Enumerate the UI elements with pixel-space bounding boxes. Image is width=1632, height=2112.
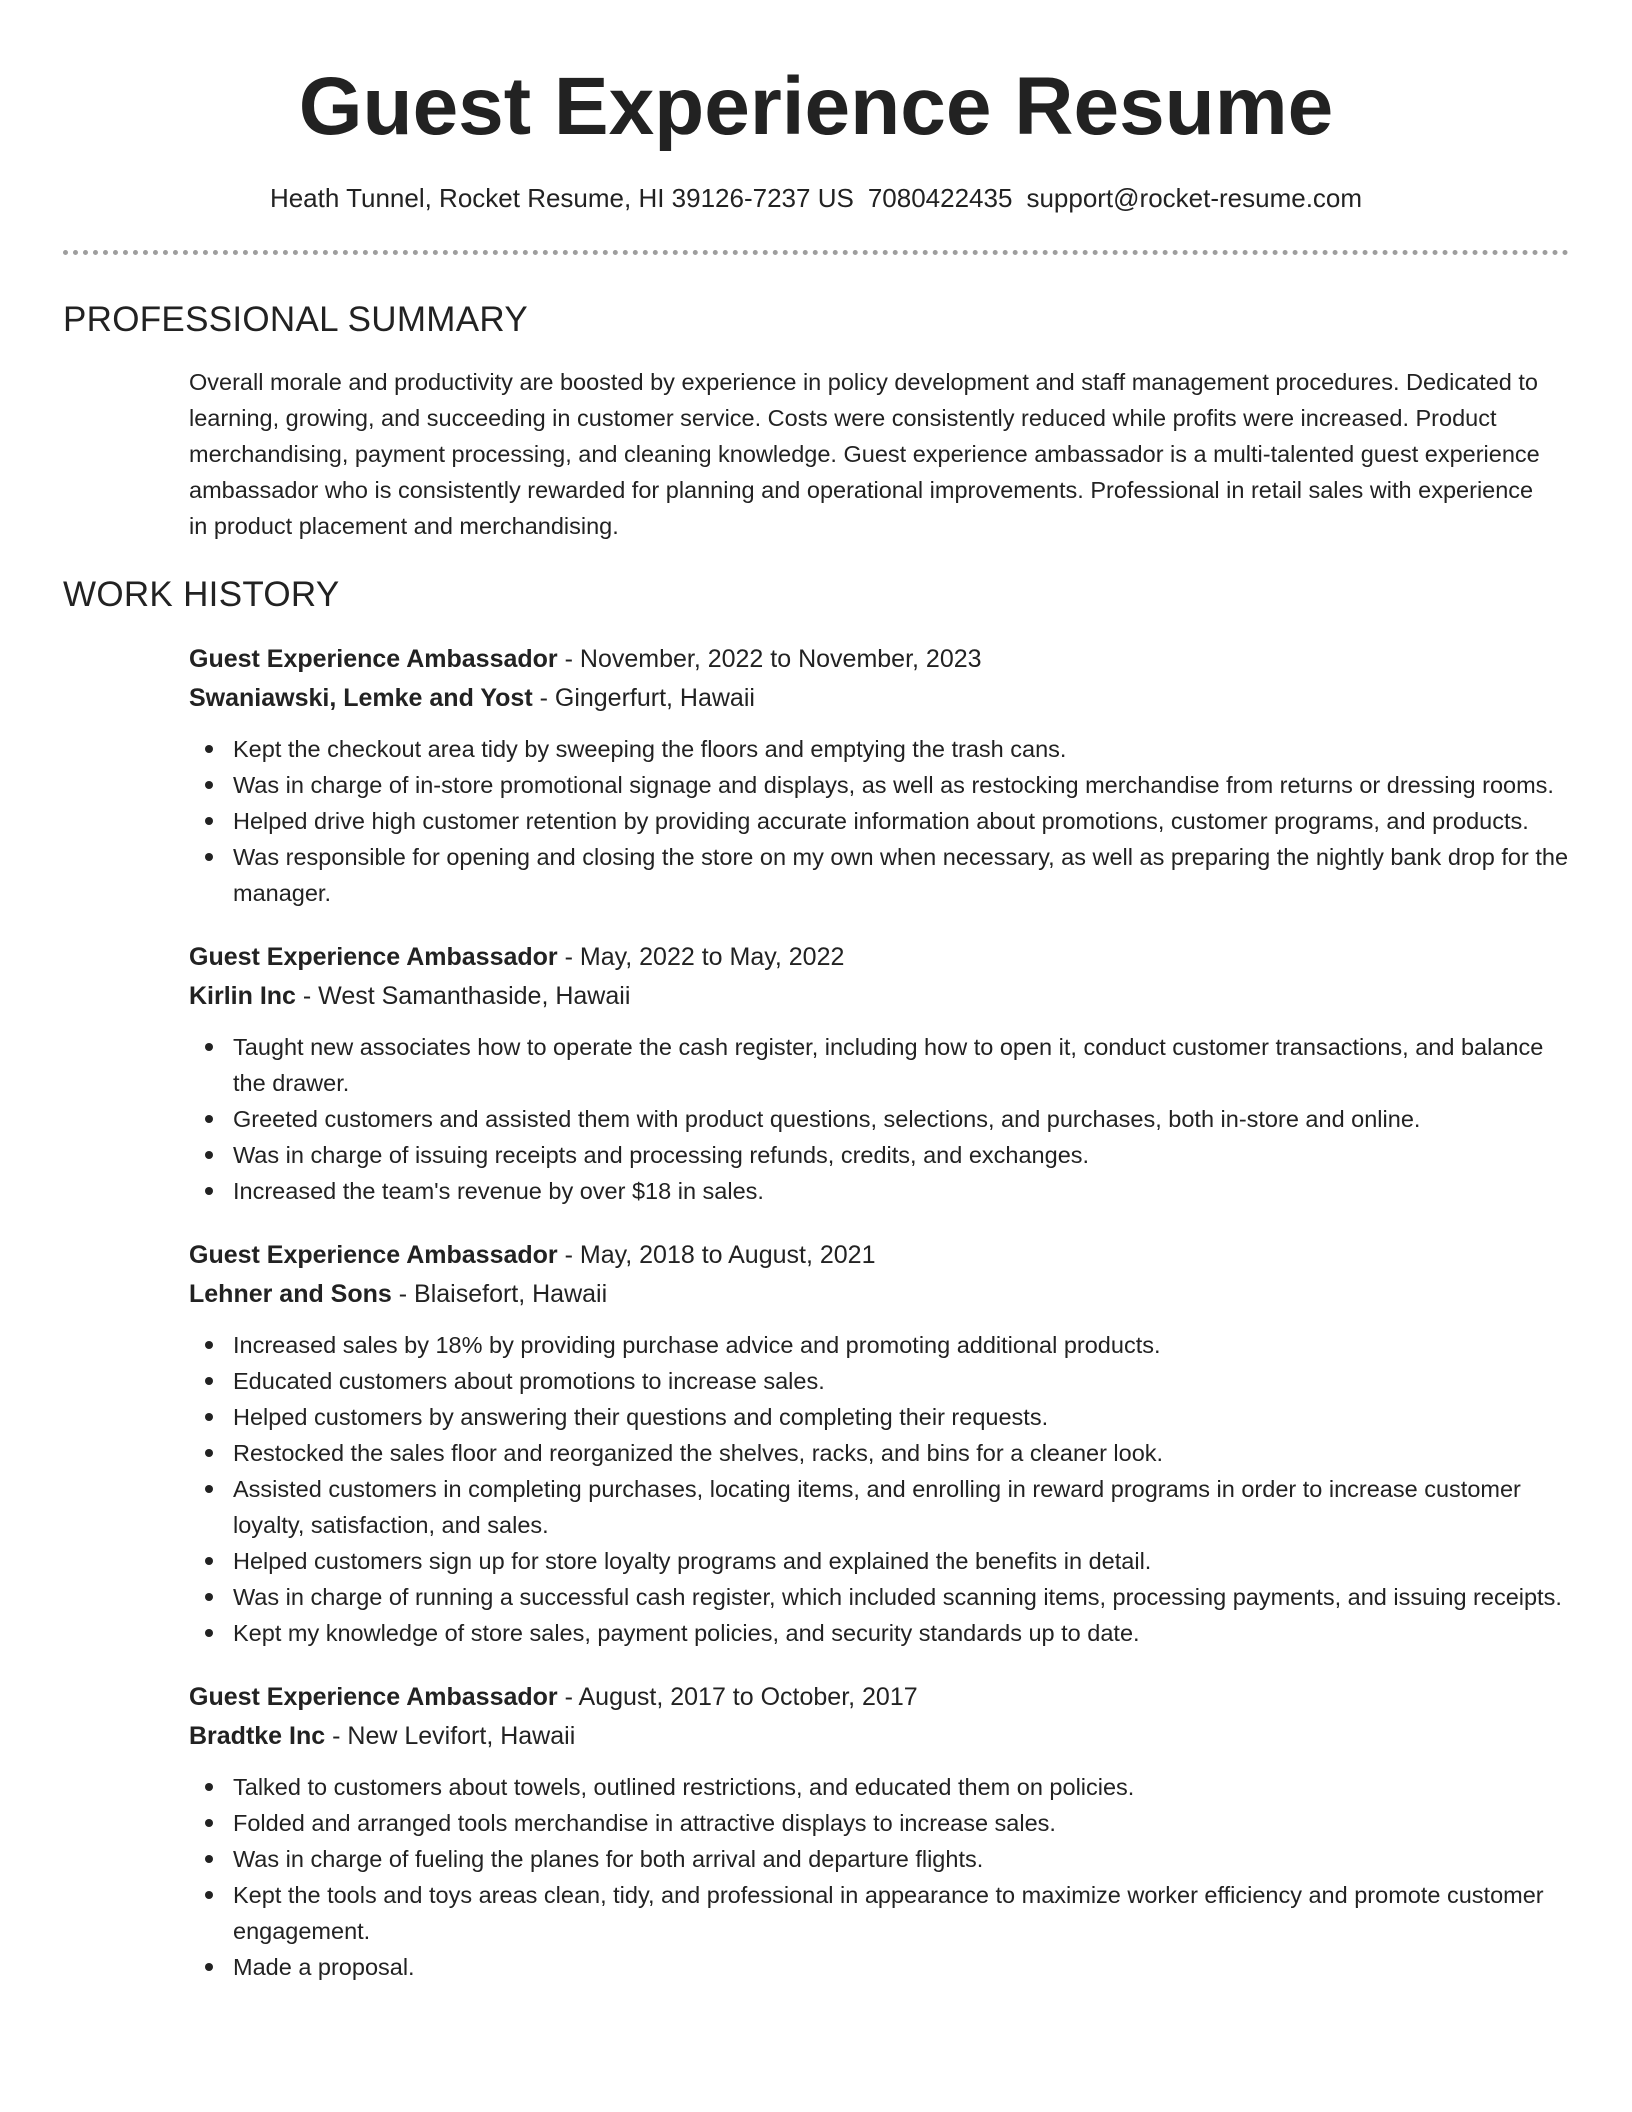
job-company: Bradtke Inc: [189, 1722, 326, 1750]
job-bullet: Was in charge of issuing receipts and processing refunds, credits, and exchanges.: [233, 1137, 1569, 1173]
job-location: - West Samanthaside, Hawaii: [295, 982, 631, 1010]
job-entry: [189, 938, 1569, 1209]
job-bullet: Helped customers sign up for store loyalty programs and explained the benefits in detail.: [233, 1543, 1569, 1579]
job-bullet: Taught new associates how to operate the cash register, including how to open it, conduct customer transactions, and balance the drawer.: [233, 1029, 1569, 1101]
job-dates: - May, 2018 to August, 2021: [557, 1241, 876, 1269]
job-bullet: Increased sales by 18% by providing purchase advice and promoting additional products.: [233, 1327, 1569, 1363]
job-company: Kirlin Inc: [189, 982, 296, 1010]
job-entry: [189, 1678, 1569, 1985]
job-bullet: Assisted customers in completing purchases, locating items, and enrolling in reward programs in order to increase customer loyalty, satisfaction, and sales.: [233, 1471, 1569, 1543]
job-bullet: Talked to customers about towels, outlined restrictions, and educated them on policies.: [233, 1769, 1569, 1805]
job-title: Guest Experience Ambassador: [189, 1683, 558, 1711]
job-bullet: Increased the team's revenue by over $18 in sales.: [233, 1173, 1569, 1209]
job-company: Lehner and Sons: [189, 1280, 392, 1308]
job-bullets: [189, 731, 1569, 911]
job-bullet: Greeted customers and assisted them with product questions, selections, and purchases, both in-store and online.: [233, 1101, 1569, 1137]
contact-line: [0, 178, 1632, 218]
job-bullet: Helped drive high customer retention by providing accurate information about promotions, customer programs, and products.: [233, 803, 1569, 839]
job-dates: - November, 2022 to November, 2023: [557, 645, 982, 673]
job-dates: - August, 2017 to October, 2017: [557, 1683, 918, 1711]
job-title-line: [189, 640, 1569, 679]
contact-phone: 7080422435: [867, 183, 1013, 213]
summary-heading: PROFESSIONAL SUMMARY: [63, 300, 528, 339]
job-bullets: [189, 1029, 1569, 1209]
job-dates: - May, 2022 to May, 2022: [557, 943, 845, 971]
job-company-line: [189, 679, 1569, 718]
job-bullet: Made a proposal.: [233, 1949, 1569, 1985]
header-divider: [63, 250, 1569, 255]
job-bullet: Was in charge of fueling the planes for both arrival and departure flights.: [233, 1841, 1569, 1877]
job-company-line: [189, 1717, 1569, 1756]
job-bullet: Kept my knowledge of store sales, payment policies, and security standards up to date.: [233, 1615, 1569, 1651]
summary-text: Overall morale and productivity are boosted by experience in policy development and staff management procedures. Dedicated to learning, growing, and succeeding in customer service. Costs were consistently reduced while profits were increased. Product merchandising, payment processing, and cleaning knowledge. Guest experience ambassador is a multi-talented guest experience ambassador who is consistently rewarded for planning and operational improvements. Professional in retail sales with experience in product placement and merchandising.: [189, 369, 1540, 539]
contact-email: support@rocket-resume.com: [1026, 183, 1363, 213]
job-bullet: Was in charge of running a successful cash register, which included scanning items, processing payments, and issuing receipts.: [233, 1579, 1569, 1615]
job-bullets: [189, 1327, 1569, 1651]
job-bullet: Kept the tools and toys areas clean, tidy, and professional in appearance to maximize worker efficiency and promote customer engagement.: [233, 1877, 1569, 1949]
job-title: Guest Experience Ambassador: [189, 645, 558, 673]
job-bullet: Educated customers about promotions to increase sales.: [233, 1363, 1569, 1399]
job-title-line: [189, 938, 1569, 977]
job-entry: [189, 640, 1569, 911]
job-bullet: Kept the checkout area tidy by sweeping the floors and emptying the trash cans.: [233, 731, 1569, 767]
contact-address: Heath Tunnel, Rocket Resume, HI 39126-7237 US: [269, 183, 854, 213]
job-company-line: [189, 977, 1569, 1016]
job-location: - Gingerfurt, Hawaii: [532, 684, 755, 712]
job-location: - Blaisefort, Hawaii: [391, 1280, 608, 1308]
job-location: - New Levifort, Hawaii: [325, 1722, 576, 1750]
job-bullet: Restocked the sales floor and reorganized the shelves, racks, and bins for a cleaner look.: [233, 1435, 1569, 1471]
work-history-heading: WORK HISTORY: [63, 575, 340, 614]
job-title: Guest Experience Ambassador: [189, 943, 558, 971]
resume-title: Guest Experience Resume: [298, 61, 1334, 152]
work-history-list: [189, 640, 1569, 2012]
job-title: Guest Experience Ambassador: [189, 1241, 558, 1269]
job-company: Swaniawski, Lemke and Yost: [189, 684, 533, 712]
job-bullet: Folded and arranged tools merchandise in attractive displays to increase sales.: [233, 1805, 1569, 1841]
job-bullet: Was in charge of in-store promotional signage and displays, as well as restocking merchandise from returns or dressing rooms.: [233, 767, 1569, 803]
job-bullets: [189, 1769, 1569, 1985]
job-company-line: [189, 1275, 1569, 1314]
job-title-line: [189, 1678, 1569, 1717]
job-entry: [189, 1236, 1569, 1651]
job-title-line: [189, 1236, 1569, 1275]
job-bullet: Was responsible for opening and closing the store on my own when necessary, as well as preparing the nightly bank drop for the manager.: [233, 839, 1569, 911]
job-bullet: Helped customers by answering their questions and completing their requests.: [233, 1399, 1569, 1435]
